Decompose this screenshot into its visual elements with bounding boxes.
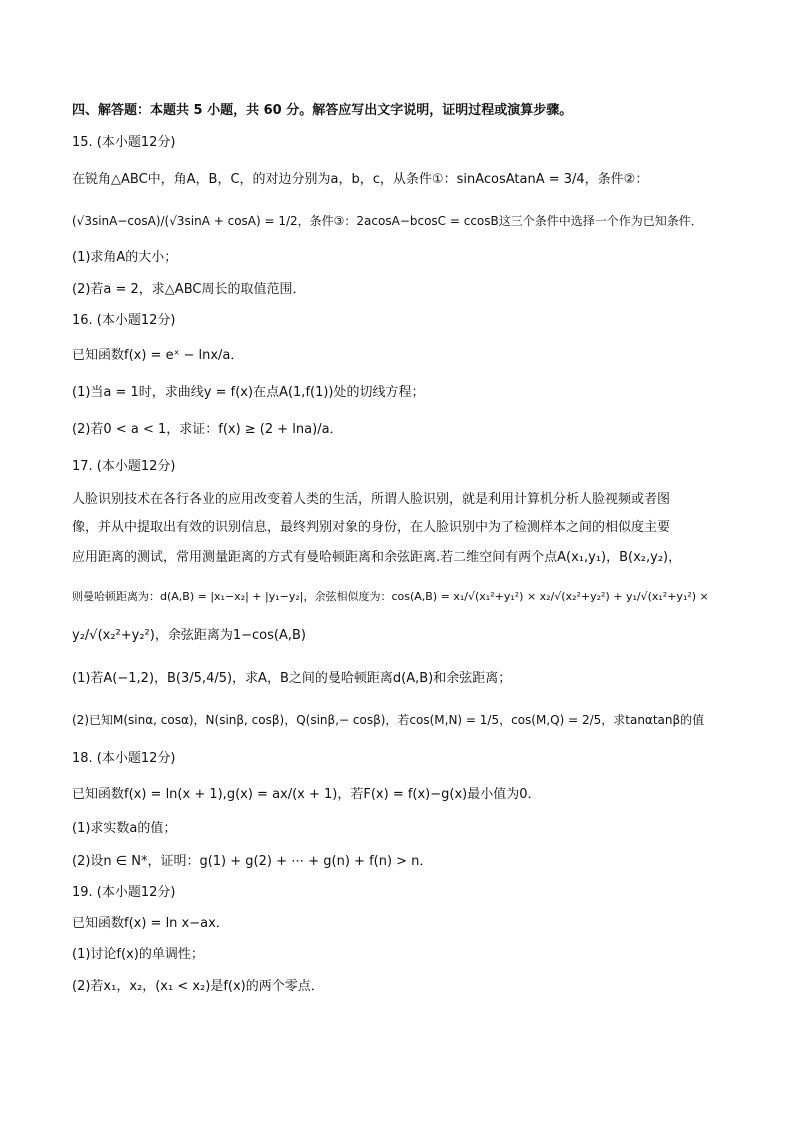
problem-15-line-2: (√3sinA−cosA)/(√3sinA + cosA) = 1/2，条件③：2acosA−bcosC = ccosB这三个条件中选择一个作为已知条件．	[72, 214, 703, 228]
problem-17-part-2: (2)已知M(sinα, cosα)，N(sinβ, cosβ)，Q(sinβ,− cosβ)，若cos(M,N) = 1/5，cos(M,Q) = 2/5，求tanαtanβ的值	[72, 713, 705, 727]
problem-15-line-1: 在锐角△ABC中，角A，B，C，的对边分别为a，b，c，从条件①：sinAcosAtanA = 3/4，条件②：	[72, 172, 649, 187]
problem-19-header: 19. (本小题12分)	[72, 885, 176, 900]
problem-17-line-4: 则曼哈顿距离为：d(A,B) = |x₁−x₂| + |y₁−y₂|，余弦相似度为：cos(A,B) = x₁/√(x₁²+y₁²) × x₂/√(x₂²+y₂²) + y₁/√(x₁²+y₁²) ×	[72, 590, 709, 603]
problem-17-line-5: y₂/√(x₂²+y₂²)，余弦距离为1−cos(A,B)	[72, 628, 306, 643]
problem-16-part-1: (1)当a = 1时，求曲线y = f(x)在点A(1,f(1))处的切线方程；	[72, 385, 425, 400]
problem-16-header: 16. (本小题12分)	[72, 313, 176, 328]
problem-17-part-1: (1)若A(−1,2)，B(3/5,4/5)，求A，B之间的曼哈顿距离d(A,B)和余弦距离；	[72, 671, 512, 686]
problem-15-header: 15. (本小题12分)	[72, 135, 176, 150]
problem-17-line-1: 人脸识别技术在各行各业的应用改变着人类的生活，所谓人脸识别，就是利用计算机分析人脸视频或者图	[72, 492, 671, 507]
problem-17-line-3: 应用距离的测试，常用测量距离的方式有曼哈顿距离和余弦距离.若二维空间有两个点A(x₁,y₁)，B(x₂,y₂)，	[72, 550, 682, 565]
problem-19-part-2: (2)若x₁，x₂，(x₁ < x₂)是f(x)的两个零点．	[72, 979, 324, 994]
problem-15-part-1: (1)求角A的大小；	[72, 250, 178, 265]
section-title: 四、解答题：本题共 5 小题，共 60 分。解答应写出文字说明，证明过程或演算步骤。	[72, 103, 573, 118]
problem-18-line-1: 已知函数f(x) = ln(x + 1),g(x) = ax/(x + 1)，若F(x) = f(x)−g(x)最小值为0．	[72, 787, 541, 802]
problem-18-part-1: (1)求实数a的值；	[72, 821, 177, 836]
problem-17-header: 17. (本小题12分)	[72, 459, 176, 474]
problem-16-part-2: (2)若0 < a < 1，求证：f(x) ≥ (2 + lna)/a．	[72, 422, 343, 437]
problem-17-line-2: 像，并从中提取出有效的识别信息，最终判别对象的身份，在人脸识别中为了检测样本之间的相似度主要	[72, 520, 671, 535]
problem-19-line-1: 已知函数f(x) = ln x−ax．	[72, 916, 229, 931]
problem-19-part-1: (1)讨论f(x)的单调性；	[72, 947, 204, 962]
problem-16-line-1: 已知函数f(x) = eˣ − lnx/a．	[72, 348, 244, 363]
problem-18-header: 18. (本小题12分)	[72, 751, 176, 766]
problem-18-part-2: (2)设n ∈ N*，证明：g(1) + g(2) + ⋯ + g(n) + f(n) > n．	[72, 854, 433, 869]
problem-15-part-2: (2)若a = 2，求△ABC周长的取值范围．	[72, 282, 306, 297]
